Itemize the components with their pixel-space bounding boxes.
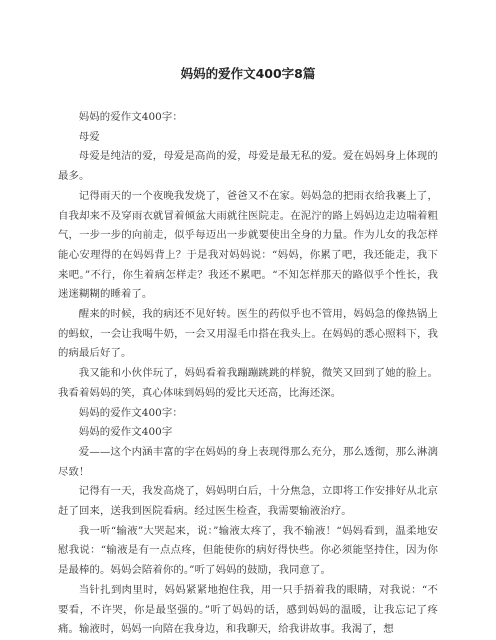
paragraph: 当针扎到肉里时，妈妈紧紧地抱住我，用一只手捂着我的眼睛，对我说：“不要看，不许哭，你是最坚强的。”听了妈妈的话，感到妈妈的温暖，让我忘记了疼痛。输液时，妈妈一向陪在我身边，和我聊天，给我讲故事。我渴了，想 — [58, 583, 438, 636]
paragraph: 醒来的时候，我的病还不见好转。医生的药似乎也不管用，妈妈急的像热锅上的蚂蚁，一会让我喝牛奶，一会又用湿毛巾搭在我头上。在妈妈的悉心照料下，我的病最后好了。 — [58, 308, 438, 360]
paragraph: 我又能和小伙伴玩了，妈妈看着我蹦蹦跳跳的样貌，微笑又回到了她的脸上。我看着妈妈的笑，真心体味到妈妈的爱比天还高，比海还深。 — [58, 367, 438, 399]
paragraph: 母爱是纯洁的爱，母爱是高尚的爱，母爱是最无私的爱。爱在妈妈身上体现的最多。 — [58, 150, 438, 183]
paragraph: 妈妈的爱作文400字： — [78, 111, 183, 123]
paragraph: 妈妈的爱作文400字： — [78, 406, 183, 419]
paragraph: 我一听“输液”大哭起来，说：”输液太疼了，我不输液！“妈妈看到，温柔地安慰我说：“输液是有一点点疼，但能使你的病好得快些。你必须能坚持住，因为你是最棒的。妈妈会陪着你的。”听了妈妈的鼓励，我同意了。 — [58, 524, 438, 577]
paragraph: 记得有一天，我发高烧了，妈妈明白后，十分焦急，立即将工作安排好从北京赶了回来，送我到医院看病。经过医生检查，我需要输液治疗。 — [58, 485, 438, 518]
paragraph: 记得雨天的一个夜晚我发烧了，爸爸又不在家。妈妈急的把雨衣给我裹上了，自我却来不及穿雨衣就冒着倾盆大雨就往医院走。在泥泞的路上妈妈边走边喘着粗气，一步一步的向前走，似乎每迈出一步就要使出全身的力量。作为儿女的我怎样能心安理得的在妈妈背上？于是我对妈妈说：“妈妈，你累了吧，我还能走，我下来吧。”不行，你生着病怎样走？我还不累吧。“不知怎样那天的路似乎个性长，我迷迷糊糊的睡着了。 — [58, 189, 438, 301]
paragraph: 母爱 — [78, 130, 100, 143]
paragraph: 爱——这个内涵丰富的字在妈妈的身上表现得那么充分，那么透彻，那么淋漓尽致！ — [58, 445, 438, 478]
document-title: 妈妈的爱作文400字8篇 — [180, 66, 316, 81]
document-body — [58, 108, 438, 640]
paragraph: 妈妈的爱作文400字 — [78, 426, 173, 439]
